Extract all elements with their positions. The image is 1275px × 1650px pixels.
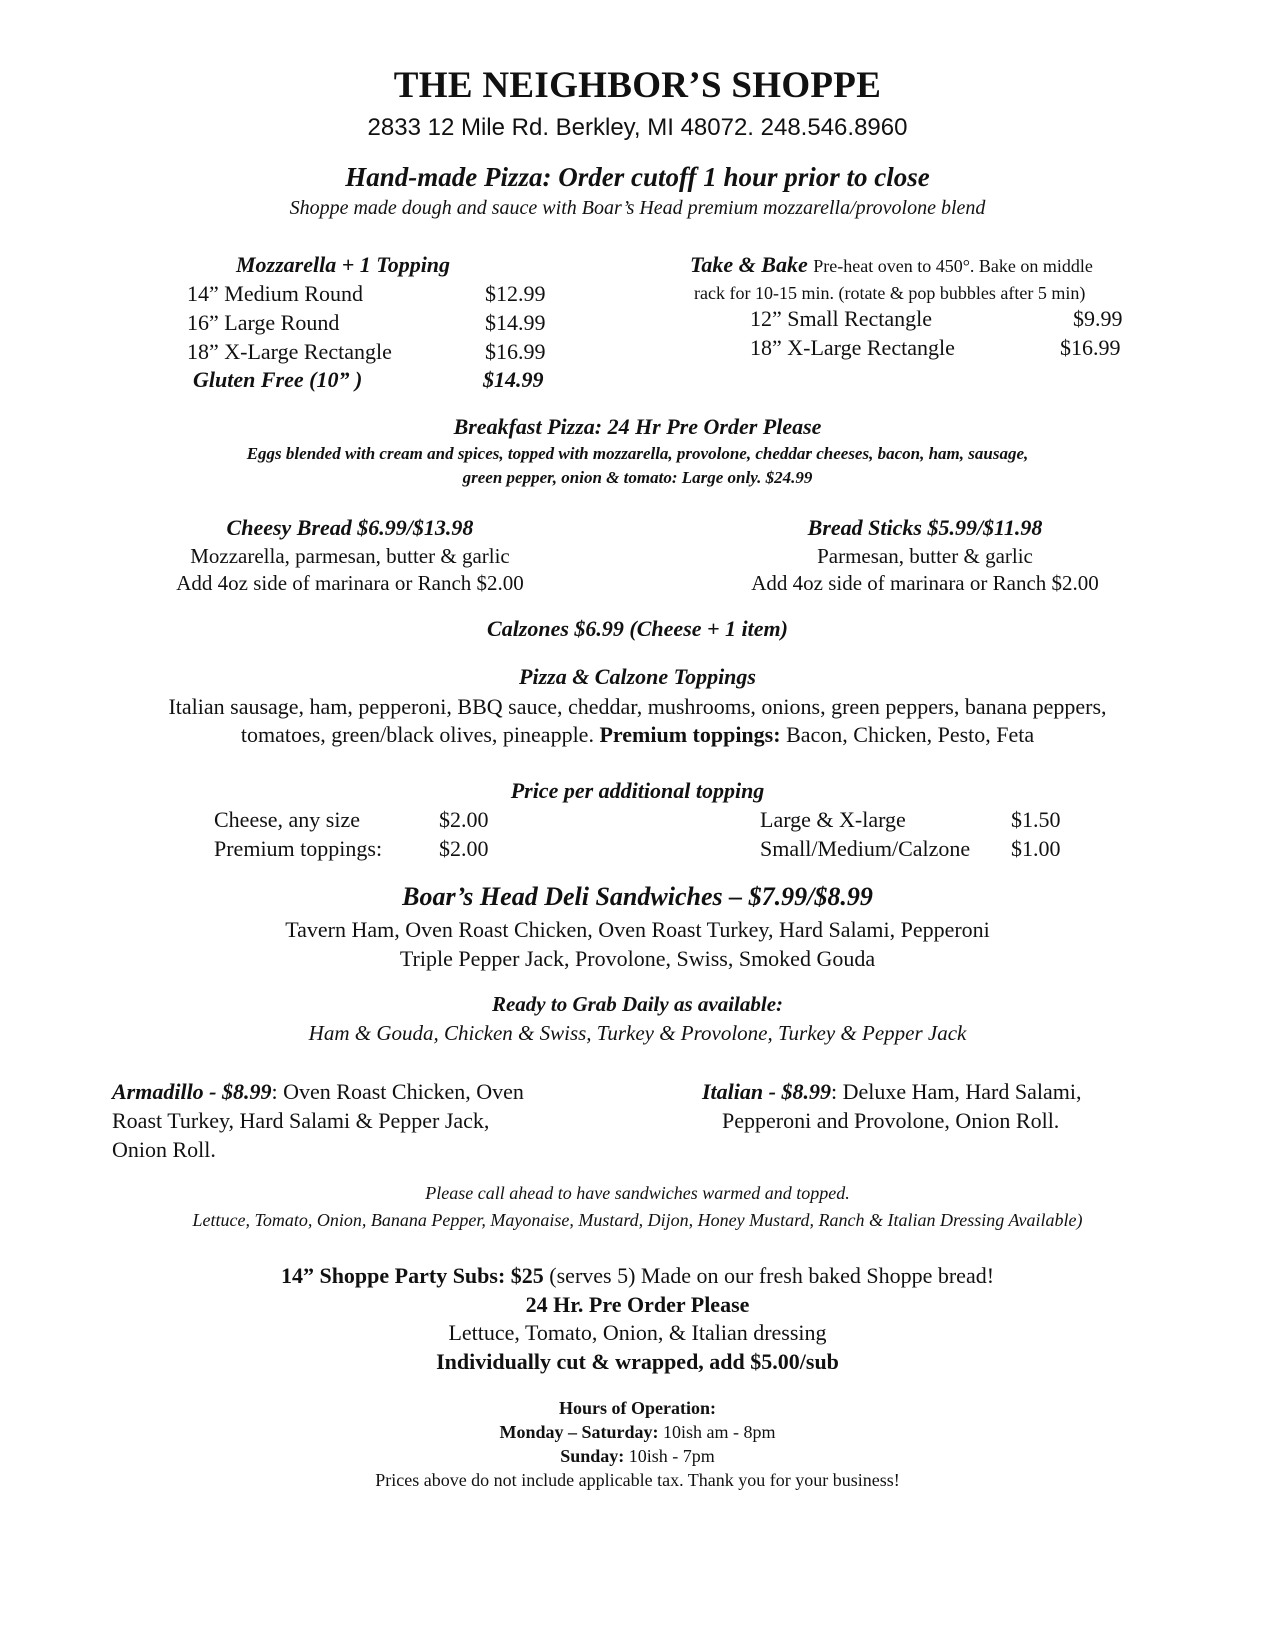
topping-price-value: $1.00 [1011, 836, 1061, 861]
breakfast-heading: Breakfast Pizza: 24 Hr Pre Order Please [453, 414, 822, 439]
party-subs-price: $25 [510, 1263, 544, 1288]
bread-sticks-addon: Add 4oz side of marinara or Ranch $2.00 [751, 571, 1099, 595]
menu-item-price: $14.99 [485, 310, 546, 335]
take-bake-note: Pre-heat oven to 450°. Bake on middle [813, 256, 1093, 276]
topping-price-value: $1.50 [1011, 807, 1061, 832]
hours-sunday-label: Sunday: [560, 1446, 625, 1466]
call-ahead-note: Please call ahead to have sandwiches warmed and topped. [425, 1183, 850, 1203]
topping-price-name: Cheese, any size [214, 807, 360, 832]
take-bake-note: rack for 10-15 min. (rotate & pop bubbles after 5 min) [694, 283, 1086, 303]
topping-price-value: $2.00 [439, 836, 489, 861]
italian-desc: Pepperoni and Provolone, Onion Roll. [722, 1108, 1060, 1133]
menu-item-price: $16.99 [485, 339, 546, 364]
party-subs-preorder: 24 Hr. Pre Order Please [525, 1292, 750, 1317]
armadillo-desc: : Oven Roast Chicken, Oven [271, 1079, 524, 1104]
deli-cheeses: Triple Pepper Jack, Provolone, Swiss, Smoked Gouda [399, 946, 876, 971]
armadillo-line1 [112, 1079, 524, 1105]
armadillo-label: Armadillo - $8.99 [112, 1079, 272, 1104]
menu-item-price: $12.99 [485, 281, 546, 306]
party-subs-label: 14” Shoppe Party Subs: [280, 1263, 506, 1288]
toppings-list-line2 [0, 722, 1275, 748]
bread-sticks-desc: Parmesan, butter & garlic [817, 544, 1033, 568]
topping-price-value: $2.00 [439, 807, 489, 832]
grab-heading: Ready to Grab Daily as available: [491, 992, 784, 1016]
menu-item-name: Gluten Free (10” ) [193, 367, 363, 392]
breakfast-desc: Eggs blended with cream and spices, topped with mozzarella, provolone, cheddar cheeses, bacon, ham, sausage, [246, 444, 1029, 463]
hours-weekday-label: Monday – Saturday: [499, 1422, 659, 1442]
calzones-heading: Calzones $6.99 (Cheese + 1 item) [487, 616, 788, 641]
pizza-heading: Hand-made Pizza: Order cutoff 1 hour prior to close [345, 162, 930, 192]
grab-list: Ham & Gouda, Chicken & Swiss, Turkey & Provolone, Turkey & Pepper Jack [308, 1021, 967, 1045]
premium-toppings-label: Premium toppings: [599, 722, 781, 747]
take-bake-line1 [690, 252, 1093, 278]
cheesy-bread-desc: Mozzarella, parmesan, butter & garlic [190, 544, 510, 568]
hours-weekday-time: 10ish am - 8pm [663, 1422, 776, 1442]
hours-sunday [0, 1446, 1275, 1467]
italian-desc: : Deluxe Ham, Hard Salami, [830, 1079, 1082, 1104]
hours-sunday-time: 10ish - 7pm [628, 1446, 715, 1466]
menu-item-price: $14.99 [483, 367, 544, 392]
italian-label: Italian - $8.99 [702, 1079, 831, 1104]
hours-heading: Hours of Operation: [559, 1398, 716, 1418]
hours-weekday [0, 1422, 1275, 1443]
armadillo-desc: Onion Roll. [112, 1137, 216, 1162]
menu-item-price: $9.99 [1073, 306, 1123, 331]
breakfast-desc: green pepper, onion & tomato: Large only. $24.99 [462, 468, 813, 487]
cheesy-bread-addon: Add 4oz side of marinara or Ranch $2.00 [176, 571, 524, 595]
topping-price-name: Small/Medium/Calzone [760, 836, 971, 861]
menu-item-name: 16” Large Round [187, 310, 340, 335]
toppings-list: Italian sausage, ham, pepperoni, BBQ sauce, cheddar, mushrooms, onions, green peppers, banana peppers, [168, 694, 1107, 719]
toppings-list: tomatoes, green/black olives, pineapple. [240, 722, 594, 747]
take-bake-heading: Take & Bake [690, 252, 808, 277]
mozzarella-heading: Mozzarella + 1 Topping [236, 252, 451, 277]
party-subs-toppings: Lettuce, Tomato, Onion, & Italian dressing [448, 1320, 827, 1345]
menu-item-name: 18” X-Large Rectangle [187, 339, 392, 364]
cheesy-bread-heading: Cheesy Bread $6.99/$13.98 [226, 515, 474, 540]
menu-item-name: 12” Small Rectangle [750, 306, 933, 331]
condiments-note: Lettuce, Tomato, Onion, Banana Pepper, Mayonaise, Mustard, Dijon, Honey Mustard, Ranch & Italian Dressing Available) [192, 1210, 1083, 1230]
party-subs-line [0, 1263, 1275, 1289]
armadillo-desc: Roast Turkey, Hard Salami & Pepper Jack, [112, 1108, 490, 1133]
menu-item-name: 14” Medium Round [187, 281, 363, 306]
deli-meats: Tavern Ham, Oven Roast Chicken, Oven Roast Turkey, Hard Salami, Pepperoni [285, 917, 990, 942]
menu-item-name: 18” X-Large Rectangle [750, 335, 955, 360]
party-subs-desc: (serves 5) Made on our fresh baked Shoppe bread! [549, 1263, 995, 1288]
topping-price-name: Premium toppings: [214, 836, 383, 861]
shop-address: 2833 12 Mile Rd. Berkley, MI 48072. 248.546.8960 [367, 114, 908, 141]
toppings-heading: Pizza & Calzone Toppings [519, 664, 756, 689]
shop-title: THE NEIGHBOR’S SHOPPE [393, 65, 882, 106]
deli-heading: Boar’s Head Deli Sandwiches – $7.99/$8.99 [402, 882, 873, 911]
additional-heading: Price per additional topping [510, 778, 765, 803]
party-subs-wrapped: Individually cut & wrapped, add $5.00/sub [436, 1349, 839, 1374]
tax-note: Prices above do not include applicable tax. Thank you for your business! [375, 1470, 900, 1490]
pizza-subheading: Shoppe made dough and sauce with Boar’s Head premium mozzarella/provolone blend [289, 197, 986, 219]
topping-price-name: Large & X-large [760, 807, 906, 832]
bread-sticks-heading: Bread Sticks $5.99/$11.98 [807, 515, 1043, 540]
italian-line1 [702, 1079, 1081, 1105]
premium-toppings-list: Bacon, Chicken, Pesto, Feta [786, 722, 1035, 747]
menu-item-price: $16.99 [1060, 335, 1121, 360]
